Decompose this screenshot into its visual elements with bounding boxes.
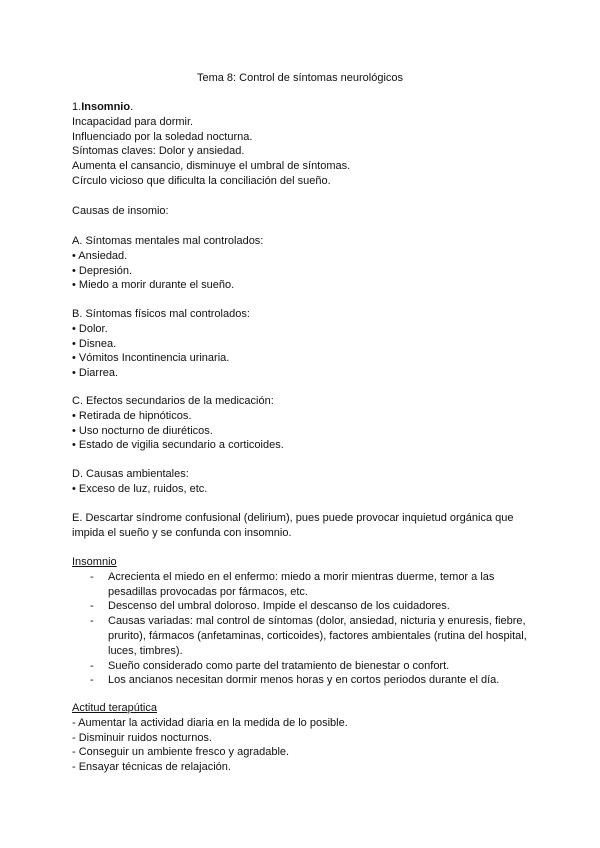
list-item	[72, 614, 530, 658]
cause-d-item: • Exceso de luz, ruidos, etc.	[72, 482, 208, 495]
cause-b-item: • Dolor.	[72, 322, 108, 335]
cause-e-text: E. Descartar síndrome confusional (delirium), pues puede provocar inquietud orgánica que impida el sueño y se confunda con insomnio.	[72, 512, 514, 539]
list-item	[72, 599, 530, 614]
cause-b-item: • Disnea.	[72, 337, 117, 350]
intro-line: Aumenta el cansancio, disminuye el umbral de síntomas.	[72, 160, 351, 173]
dash-bullet: -	[90, 674, 94, 687]
cause-c-title: C. Efectos secundarios de la medicación:	[72, 395, 274, 407]
actitud-item: - Conseguir un ambiente fresco y agradable.	[72, 746, 290, 759]
actitud-item: - Ensayar técnicas de relajación.	[72, 761, 231, 774]
cause-a-item: • Miedo a morir durante el sueño.	[72, 279, 235, 292]
causes-title	[72, 204, 532, 219]
cause-c-item: • Uso nocturno de diuréticos.	[72, 424, 213, 437]
cause-e-block	[72, 511, 527, 541]
actitud-heading: Actitud terapútica	[72, 702, 157, 714]
list-item-text: Causas variadas: mal control de síntomas (dolor, ansiedad, nicturia y enuresis, fiebre, prurito), fármacos (anfetaminas, corticoides), factores ambientales (rutina del hospital, luces, timbres).	[108, 615, 527, 657]
cause-a-item: • Depresión.	[72, 264, 133, 277]
dash-bullet: -	[90, 570, 94, 583]
cause-b-block	[72, 307, 532, 381]
dash-bullet: -	[90, 600, 94, 613]
list-item-text: Sueño considerado como parte del tratamiento de bienestar o confort.	[108, 659, 450, 672]
cause-d-title: D. Causas ambientales:	[72, 468, 189, 480]
section-heading-text: Insomnio	[81, 101, 131, 113]
intro-line: Círculo vicioso que dificulta la conciliación del sueño.	[72, 174, 331, 187]
dash-bullet: -	[90, 615, 94, 628]
intro-line: Influenciado por la soledad nocturna.	[72, 130, 253, 143]
list-item	[72, 673, 530, 688]
actitud-block	[72, 701, 532, 775]
list-item-text: Los ancianos necesitan dormir menos horas y en cortos periodos durante el día.	[108, 674, 500, 687]
cause-a-block	[72, 234, 532, 293]
cause-d-block	[72, 467, 532, 497]
document-title: Tema 8: Control de síntomas neurológicos	[196, 72, 404, 84]
actitud-item: - Aumentar la actividad diaria en la medida de lo posible.	[72, 716, 348, 729]
dash-bullet: -	[90, 659, 94, 672]
list-item-text: Descenso del umbral doloroso. Impide el descanso de los cuidadores.	[108, 600, 450, 613]
cause-a-title: A. Síntomas mentales mal controlados:	[72, 235, 264, 247]
cause-b-title: B. Síntomas físicos mal controlados:	[72, 308, 250, 320]
cause-c-block	[72, 394, 532, 453]
actitud-item: - Disminuir ruidos nocturnos.	[72, 731, 212, 744]
insomnio-list	[72, 570, 530, 688]
cause-c-item: • Retirada de hipnóticos.	[72, 409, 192, 422]
causes-title-text: Causas de insomio:	[72, 205, 169, 217]
section-number: 1.	[72, 101, 82, 113]
section-heading	[72, 100, 532, 115]
intro-line: Incapacidad para dormir.	[72, 115, 194, 128]
cause-b-item: • Diarrea.	[72, 367, 119, 380]
intro-line: Síntomas claves: Dolor y ansiedad.	[72, 145, 245, 158]
list-item-text: Acrecienta el miedo en el enfermo: miedo a morir mientras duerme, temor a las pesadillas provocadas por fármacos, etc.	[108, 570, 495, 598]
insomnio-heading: Insomnio	[72, 556, 117, 568]
cause-a-item: • Ansiedad.	[72, 249, 128, 262]
insomnio-block	[72, 555, 530, 688]
cause-b-item: • Vómitos Incontinencia urinaria.	[72, 352, 230, 365]
list-item	[72, 570, 530, 600]
section-insomnio-intro	[72, 100, 532, 189]
section-heading-end: .	[130, 101, 134, 113]
list-item	[72, 659, 530, 674]
cause-c-item: • Estado de vigilia secundario a corticoides.	[72, 439, 284, 452]
